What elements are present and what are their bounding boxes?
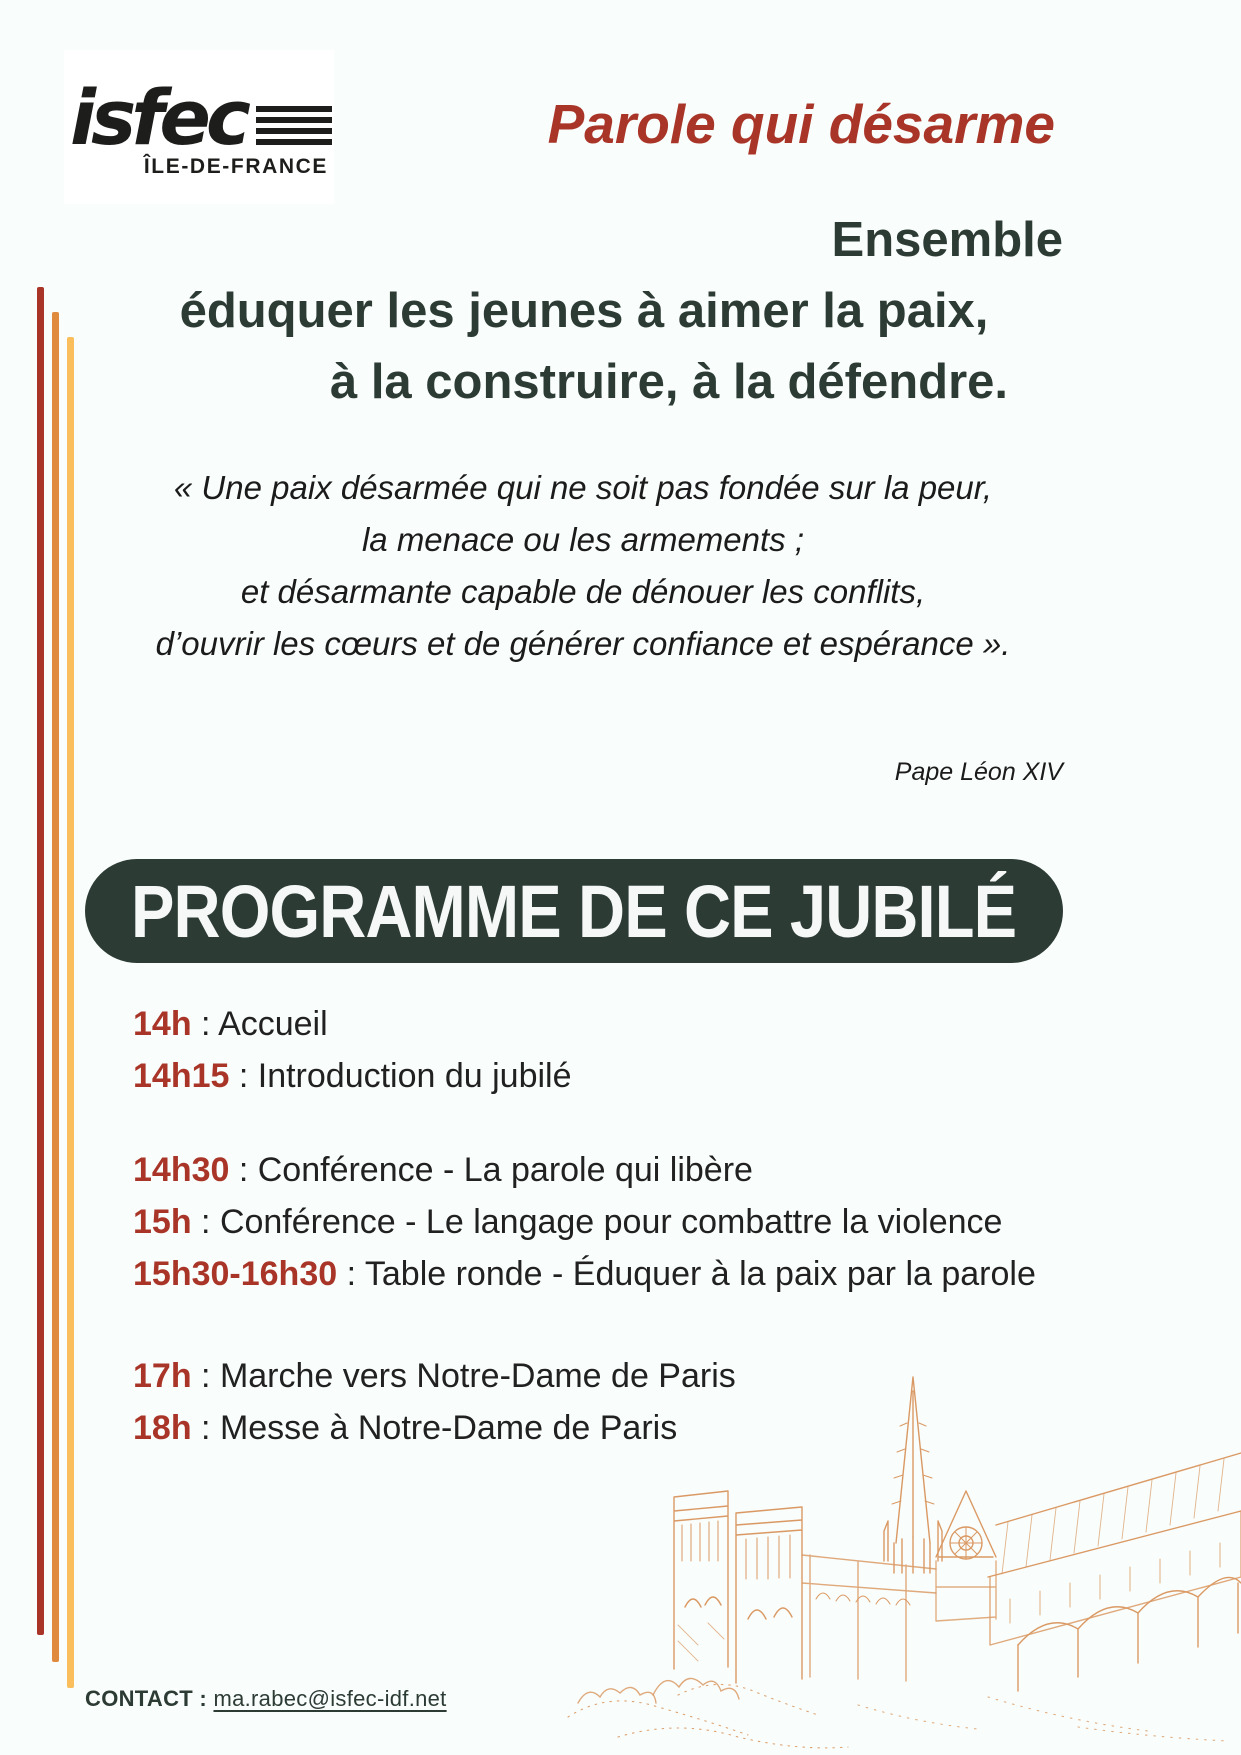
program-label: Messe à Notre-Dame de Paris [219, 1409, 678, 1447]
program-separator: : [229, 1151, 258, 1189]
left-stripe-yellow [67, 337, 74, 1688]
program-label: Table ronde - Éduquer à la paix par la parole [364, 1255, 1036, 1293]
program-time: 17h [133, 1357, 192, 1395]
program-label: Marche vers Notre-Dame de Paris [219, 1357, 736, 1395]
program-time: 14h [133, 1005, 192, 1043]
program-banner-title: PROGRAMME DE CE JUBILÉ [131, 869, 1017, 953]
program-item [133, 1144, 1181, 1196]
program-time: 15h30-16h30 [133, 1255, 338, 1293]
isfec-logo [64, 50, 334, 204]
program-item [133, 1050, 1181, 1102]
logo-lines-icon [256, 106, 332, 145]
left-stripe-orange [52, 312, 59, 1662]
program-item [133, 998, 1181, 1050]
contact-label: CONTACT : [85, 1686, 208, 1711]
program-separator: : [191, 1409, 220, 1447]
isfec-region-label: ÎLE-DE-FRANCE [143, 155, 328, 178]
notre-dame-sketch [558, 1225, 1241, 1755]
program-time: 15h [133, 1203, 192, 1241]
program-time: 14h15 [133, 1057, 230, 1095]
isfec-wordmark: isfec [70, 73, 246, 162]
headline-line2: éduquer les jeunes à aimer la paix, [179, 284, 989, 338]
program-banner [85, 859, 1063, 963]
isfec-logo-row [70, 75, 328, 161]
program-separator: : [191, 1357, 220, 1395]
program-time: 18h [133, 1409, 192, 1447]
program-group-1 [133, 998, 1181, 1102]
poster-title: Parole qui désarme [547, 93, 1055, 155]
headline [85, 205, 1063, 418]
program-separator: : [191, 1203, 220, 1241]
program-label: Conférence - La parole qui libère [257, 1151, 753, 1189]
headline-line1: Ensemble [831, 213, 1063, 267]
quote-attribution: Pape Léon XIV [894, 758, 1063, 786]
quote-line2: la menace ou les armements ; [361, 521, 805, 558]
quote-line1: « Une paix désarmée qui ne soit pas fondée sur la peur, [173, 469, 993, 506]
contact-line [85, 1686, 447, 1712]
program-separator: : [337, 1255, 365, 1293]
program-separator: : [191, 1005, 219, 1043]
program-separator: : [229, 1057, 258, 1095]
program-label: Accueil [218, 1005, 328, 1043]
quote-line3: et désarmante capable de dénouer les conflits, [240, 573, 926, 610]
program-time: 14h30 [133, 1151, 230, 1189]
program-label: Conférence - Le langage pour combattre la violence [219, 1203, 1003, 1241]
headline-line3: à la construire, à la défendre. [329, 355, 1009, 409]
papal-quote [85, 462, 1081, 670]
left-stripe-red [37, 287, 44, 1635]
quote-line4: d’ouvrir les cœurs et de générer confiance et espérance ». [155, 625, 1011, 662]
contact-email-link[interactable]: ma.rabec@isfec-idf.net [213, 1686, 447, 1711]
program-label: Introduction du jubilé [257, 1057, 572, 1095]
